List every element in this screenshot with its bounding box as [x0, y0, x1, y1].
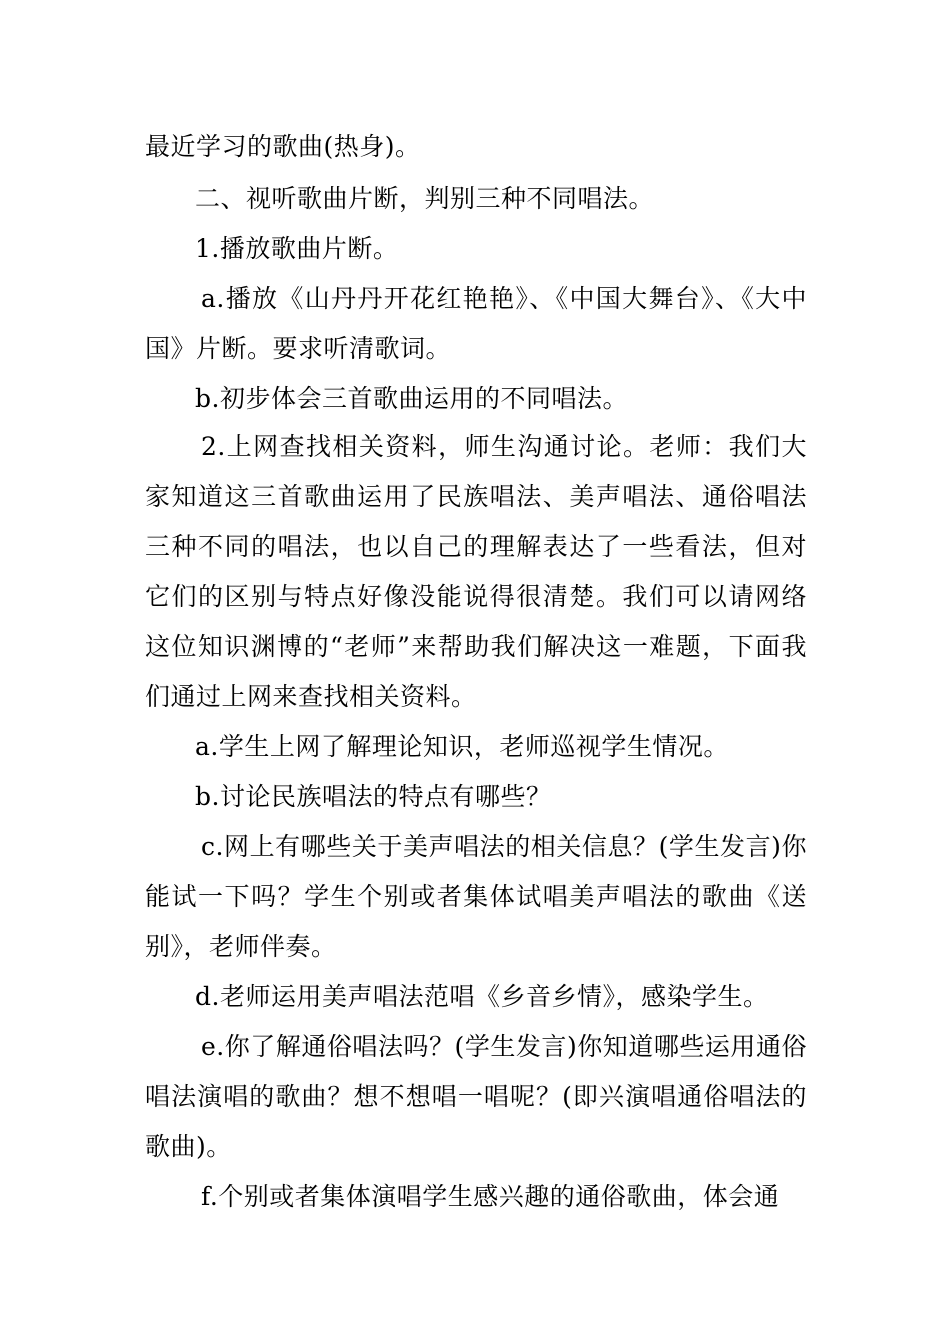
step-2a: a.学生上网了解理论知识，老师巡视学生情况。 — [195, 732, 729, 761]
step-2d: d.老师运用美声唱法范唱《乡音乡情》，感染学生。 — [195, 982, 769, 1011]
step-2f: f.个别或者集体演唱学生感兴趣的通俗歌曲，体会通 — [201, 1182, 780, 1211]
step-1b: b.初步体会三首歌曲运用的不同唱法。 — [195, 384, 628, 413]
step-2b: b.讨论民族唱法的特点有哪些？ — [195, 782, 552, 811]
step-1a: a.播放《山丹丹开花红艳艳》、《中国大舞台》、《大中国》片断。要求听清歌词。 — [145, 284, 807, 363]
step-1: 1.播放歌曲片断。 — [195, 234, 399, 263]
step-2e: e.你了解通俗唱法吗？(学生发言)你知道哪些运用通俗唱法演唱的歌曲？想不想唱一唱呢？(即兴演唱通俗唱法的歌曲)。 — [145, 1032, 807, 1161]
step-2c: c.网上有哪些关于美声唱法的相关信息？(学生发言)你能试一下吗？学生个别或者集体试唱美声唱法的歌曲《送别》，老师伴奏。 — [145, 832, 807, 961]
section-heading-2: 二、视听歌曲片断，判别三种不同唱法。 — [195, 184, 655, 213]
step-2: 2.上网查找相关资料，师生沟通讨论。老师：我们大家知道这三首歌曲运用了民族唱法、美声唱法、通俗唱法三种不同的唱法，也以自己的理解表达了一些看法，但对它们的区别与特点好像没能说得很清楚。我们可以请网络这位知识渊博的“老师”来帮助我们解决这一难题，下面我们通过上网来查找相关资料。 — [145, 432, 807, 711]
paragraph-warmup-end: 最近学习的歌曲(热身)。 — [145, 132, 421, 161]
